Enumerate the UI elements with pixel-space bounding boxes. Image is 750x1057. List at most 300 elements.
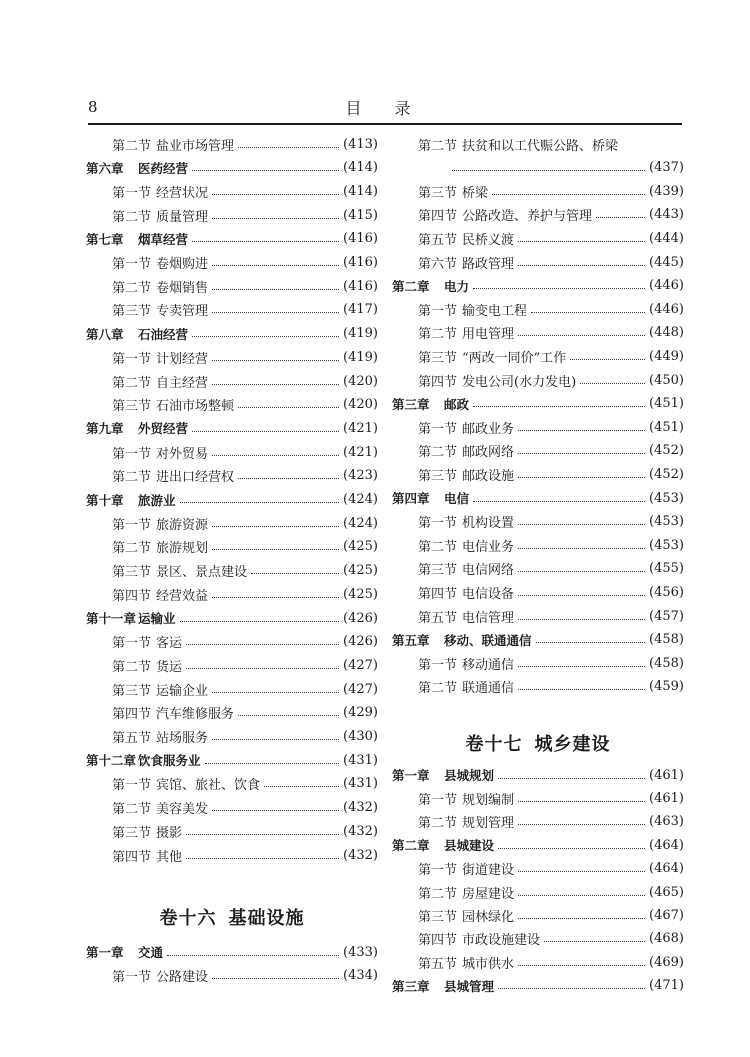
toc-page-number: (420): [343, 373, 378, 389]
dot-leader: [518, 335, 645, 336]
toc-entry-title: 规划编制: [462, 792, 515, 808]
toc-entry-title: 自主经营: [156, 375, 209, 391]
toc-entry-number: 第三章: [392, 978, 430, 994]
dot-leader: [180, 502, 340, 503]
toc-page-number: (434): [343, 968, 378, 984]
toc-page-number: (465): [649, 884, 684, 900]
toc-entry-number: 第一节: [418, 792, 458, 808]
toc-entry-title: 卷烟购进: [156, 257, 209, 272]
toc-chapter-entry[interactable]: [86, 942, 378, 962]
dot-leader: [212, 265, 339, 266]
toc-entry-number: 第二章: [392, 838, 430, 854]
toc-page-number: (439): [649, 183, 684, 199]
toc-entry-number: 第八章: [86, 326, 124, 342]
dot-leader: [212, 526, 339, 527]
toc-page-number: (452): [649, 443, 684, 459]
toc-section-entry[interactable]: [392, 677, 684, 697]
toc-section-entry[interactable]: [392, 788, 684, 808]
toc-chapter-entry[interactable]: [86, 608, 378, 628]
toc-section-entry[interactable]: [86, 798, 378, 818]
toc-section-entry[interactable]: [392, 441, 684, 461]
dot-leader: [518, 477, 645, 478]
toc-page-number: (452): [649, 466, 684, 482]
dot-leader: [238, 407, 339, 408]
dot-leader: [518, 918, 645, 919]
toc-page-number: (416): [343, 278, 378, 294]
toc-entry-number: 第二节: [418, 886, 458, 902]
toc-page-number: (413): [343, 136, 378, 152]
toc-section-entry[interactable]: [392, 205, 684, 225]
dot-leader: [212, 455, 339, 456]
toc-entry-title: 街道建设: [462, 863, 515, 879]
toc-entry-number: 第二章: [392, 278, 430, 294]
toc-section-entry[interactable]: [86, 371, 378, 391]
toc-section-entry[interactable]: [392, 905, 684, 925]
toc-entry-title: 市政设施建设: [462, 933, 541, 949]
toc-entry-number: 第一节: [418, 863, 458, 879]
toc-entry-title: 城市供水: [462, 956, 515, 972]
dot-leader: [518, 871, 645, 872]
toc-entry-title: 烟草经营: [138, 231, 189, 247]
toc-entry-number: 第四节: [418, 586, 458, 602]
toc-entry-title: 旅游业: [138, 492, 176, 508]
toc-entry-title: 计划经营: [156, 351, 209, 367]
toc-entry-number: 第二节: [418, 681, 458, 697]
volume-title-16: [86, 904, 378, 930]
toc-section-entry[interactable]: [86, 537, 378, 557]
toc-section-entry[interactable]: [392, 299, 684, 319]
dot-leader: [570, 359, 645, 360]
toc-entry-title: 外贸经营: [138, 421, 189, 437]
toc-entry-title: 邮政业务: [462, 421, 515, 437]
toc-entry-number: 第四节: [112, 588, 152, 604]
toc-page-number: (426): [343, 610, 378, 626]
toc-section-entry[interactable]: [392, 559, 684, 579]
dot-leader: [212, 549, 339, 550]
toc-chapter-entry[interactable]: [86, 418, 378, 438]
toc-page-number: (458): [649, 632, 684, 648]
dot-leader: [186, 858, 339, 859]
dot-leader: [498, 778, 645, 779]
toc-entry-number: 第三节: [112, 304, 152, 320]
toc-section-entry[interactable]: [392, 181, 684, 201]
toc-entry-title: 运输企业: [156, 683, 209, 699]
toc-entry-title: 运输业: [138, 611, 176, 626]
volume-name: 基础设施: [228, 908, 305, 929]
toc-section-entry[interactable]: [86, 395, 378, 415]
dot-leader: [518, 689, 645, 690]
dot-leader: [192, 336, 339, 337]
toc-entry-number: 第一节: [418, 421, 458, 437]
toc-entry-title: 质量管理: [156, 209, 209, 225]
toc-entry-number: 第二节: [112, 470, 152, 486]
dot-leader: [212, 289, 339, 290]
dot-leader: [536, 642, 646, 643]
toc-section-entry[interactable]: [86, 466, 378, 486]
toc-entry-title: 邮政网络: [462, 445, 515, 461]
toc-entry-title: 旅游资源: [156, 517, 209, 533]
toc-entry-title: 县城建设: [444, 838, 495, 854]
toc-page-number: (453): [649, 514, 684, 530]
toc-entry-title: 县城规划: [444, 768, 495, 783]
toc-entry-number: 第五节: [112, 731, 152, 746]
toc-page-number: (456): [649, 584, 684, 600]
toc-entry-number: 第二节: [418, 138, 458, 154]
dot-leader: [186, 668, 339, 669]
dot-leader: [212, 360, 339, 361]
toc-section-entry[interactable]: [392, 929, 684, 949]
toc-section-entry[interactable]: [86, 966, 378, 986]
dot-leader: [580, 383, 645, 384]
toc-page-number: (437): [649, 160, 684, 176]
toc-page-number: (432): [343, 823, 378, 839]
toc-section-entry[interactable]: [86, 584, 378, 604]
toc-section-entry[interactable]: [392, 252, 684, 272]
dot-leader: [238, 715, 339, 716]
toc-entry-number: 第四节: [112, 707, 152, 723]
toc-entry-number: 第十一章: [86, 611, 137, 626]
toc-entry-title: 移动通信: [462, 657, 515, 673]
toc-entry-number: 第三节: [112, 565, 152, 581]
toc-entry-number: 第二节: [112, 375, 152, 391]
toc-page-number: (446): [649, 278, 684, 294]
toc-page-number: (464): [649, 861, 684, 877]
toc-entry-number: 第三节: [418, 563, 458, 579]
volume-label: 卷十七: [465, 734, 523, 755]
dot-leader: [596, 217, 645, 218]
toc-entry-number: 第二节: [418, 327, 458, 343]
toc-page-number: (425): [343, 586, 378, 602]
toc-entry-title: 专卖管理: [156, 304, 209, 320]
toc-entry-number: 第三节: [112, 825, 152, 841]
toc-section-entry[interactable]: [86, 134, 378, 154]
dot-leader: [212, 384, 339, 385]
toc-entry-title: 路政管理: [462, 256, 515, 272]
dot-leader: [531, 312, 645, 313]
dot-leader: [518, 595, 645, 596]
toc-page-number: (432): [343, 847, 378, 863]
dot-leader: [452, 170, 645, 171]
toc-page-number: (449): [649, 348, 684, 364]
toc-entry-title: “两改一同价”工作: [462, 350, 567, 366]
toc-entry-title: 交通: [138, 945, 164, 960]
toc-entry-title: 电信网络: [462, 563, 515, 579]
dot-leader: [498, 988, 645, 989]
toc-page-number: (421): [343, 420, 378, 436]
toc-entry-number: 第一节: [112, 517, 152, 533]
toc-entry-number: 第二节: [112, 802, 152, 818]
toc-page-number: (431): [343, 776, 378, 792]
toc-section-entry[interactable]: [392, 417, 684, 437]
dot-leader: [518, 619, 645, 620]
toc-entry-number: 第二节: [418, 539, 458, 555]
toc-page-number: (424): [343, 492, 378, 507]
toc-section-entry[interactable]: [86, 276, 378, 296]
toc-entry-number: 第一章: [392, 768, 430, 783]
toc-page-number: (427): [343, 657, 378, 673]
toc-section-entry[interactable]: [86, 703, 378, 723]
dot-leader: [264, 786, 339, 787]
toc-entry-number: 第一节: [112, 257, 152, 272]
toc-chapter-entry[interactable]: [392, 765, 684, 785]
toc-chapter-entry[interactable]: [86, 158, 378, 178]
toc-page-number: (445): [649, 254, 684, 270]
header-rule: [88, 123, 682, 125]
toc-entry-number: 第五节: [418, 610, 458, 626]
toc-entry-number: 第三节: [418, 350, 458, 366]
page-number: 8: [88, 98, 98, 116]
toc-section-entry[interactable]: [392, 346, 684, 366]
toc-entry-number: 第四章: [392, 491, 430, 506]
toc-page-number: (461): [649, 790, 684, 806]
toc-entry-title: 房屋建设: [462, 886, 515, 902]
toc-section-entry[interactable]: [392, 606, 684, 626]
dot-leader: [167, 955, 339, 956]
toc-entry-number: 第一节: [112, 351, 152, 367]
toc-page-number: (414): [343, 160, 378, 176]
toc-section-entry[interactable]: [392, 370, 684, 390]
toc-entry-continuation[interactable]: [392, 158, 684, 178]
toc-entry-number: 第一节: [418, 516, 458, 532]
dot-leader: [212, 810, 339, 811]
dot-leader: [180, 621, 340, 622]
toc-page-number: (425): [343, 539, 378, 555]
dot-leader: [212, 597, 339, 598]
toc-chapter-entry[interactable]: [392, 488, 684, 508]
toc-page-number: (463): [649, 814, 684, 830]
toc-entry-title: 邮政: [444, 396, 470, 412]
toc-section-entry[interactable]: [86, 632, 378, 652]
toc-entry-number: 第六章: [86, 160, 124, 176]
toc-section-entry[interactable]: [392, 134, 684, 154]
toc-page-number: (471): [649, 978, 684, 994]
dot-leader: [212, 312, 339, 313]
toc-section-entry[interactable]: [86, 205, 378, 225]
toc-entry-title: 汽车维修服务: [156, 707, 235, 723]
toc-section-entry[interactable]: [86, 774, 378, 794]
toc-chapter-entry[interactable]: [392, 835, 684, 855]
toc-section-entry[interactable]: [86, 845, 378, 865]
toc-entry-title: 联通通信: [462, 681, 515, 697]
dot-leader: [192, 431, 339, 432]
toc-section-entry[interactable]: [86, 655, 378, 675]
toc-entry-number: 第四节: [112, 849, 152, 865]
toc-entry-title: 移动、联通通信: [444, 632, 532, 648]
dot-leader: [518, 265, 645, 266]
toc-page-number: (453): [649, 537, 684, 553]
toc-section-entry[interactable]: [86, 300, 378, 320]
toc-entry-number: 第二节: [418, 445, 458, 461]
toc-chapter-entry[interactable]: [86, 324, 378, 344]
dot-leader: [251, 573, 339, 574]
toc-section-entry[interactable]: [86, 727, 378, 747]
toc-chapter-entry[interactable]: [392, 976, 684, 996]
toc-chapter-entry[interactable]: [86, 750, 378, 770]
toc-entry-title: 园林绿化: [462, 909, 515, 925]
toc-entry-number: 第十二章: [86, 753, 137, 769]
dot-leader: [473, 406, 645, 407]
toc-page-number: (429): [343, 705, 378, 721]
toc-chapter-entry[interactable]: [86, 490, 378, 510]
toc-entry-number: 第二节: [418, 816, 458, 832]
toc-page-number: (451): [649, 396, 684, 412]
page-title: 目 录: [345, 99, 425, 118]
toc-page-number: (461): [649, 767, 684, 783]
toc-entry-title: 民桥义渡: [462, 232, 515, 248]
toc-chapter-entry[interactable]: [86, 229, 378, 249]
toc-entry-number: 第三节: [418, 185, 458, 201]
dot-leader: [212, 194, 339, 195]
toc-page-number: (451): [649, 419, 684, 435]
volume-title-17: [392, 730, 684, 756]
toc-page-number: (423): [343, 468, 378, 484]
toc-entry-title: 发电公司(水力发电): [462, 374, 577, 390]
toc-entry-title: 盐业市场管理: [156, 138, 235, 154]
dot-leader: [518, 453, 645, 454]
toc-entry-title: 用电管理: [462, 327, 515, 343]
toc-entry-number: 第二节: [112, 209, 152, 225]
toc-page-number: (450): [649, 372, 684, 388]
toc-page-number: (421): [343, 444, 378, 460]
toc-entry-title: 站场服务: [156, 731, 209, 746]
toc-entry-title: 进出口经营权: [156, 470, 235, 486]
toc-page-number: (417): [343, 302, 378, 318]
toc-section-entry[interactable]: [392, 228, 684, 248]
toc-page-number: (444): [649, 230, 684, 246]
toc-entry-number: 第四节: [418, 933, 458, 949]
toc-entry-number: 第一节: [112, 778, 152, 794]
toc-chapter-entry[interactable]: [392, 276, 684, 296]
toc-chapter-entry[interactable]: [392, 630, 684, 650]
toc-entry-number: 第一节: [418, 657, 458, 673]
toc-entry-title: 邮政设施: [462, 468, 515, 484]
dot-leader: [518, 524, 645, 525]
dot-leader: [186, 834, 339, 835]
toc-entry-title: 对外贸易: [156, 446, 209, 462]
toc-entry-title: 石油市场整顿: [156, 399, 235, 415]
volume-label: 卷十六: [159, 908, 217, 929]
toc-page-number: (457): [649, 608, 684, 624]
dot-leader: [518, 430, 645, 431]
dot-leader: [186, 644, 339, 645]
dot-leader: [192, 170, 339, 171]
toc-entry-number: 第一节: [418, 303, 458, 319]
toc-section-entry[interactable]: [392, 952, 684, 972]
toc-section-entry[interactable]: [392, 812, 684, 832]
toc-section-entry[interactable]: [86, 679, 378, 699]
toc-entry-title: 电信管理: [462, 610, 515, 626]
toc-page-number: (431): [343, 752, 378, 768]
toc-entry-title: 景区、景点建设: [156, 565, 248, 581]
page-header: [88, 96, 682, 124]
toc-entry-number: 第一节: [112, 970, 152, 986]
toc-entry-number: 第四节: [418, 209, 458, 225]
toc-page-number: (464): [649, 837, 684, 853]
toc-entry-title: 美容美发: [156, 802, 209, 818]
toc-page-number: (468): [649, 931, 684, 947]
toc-entry-title: 宾馆、旅社、饮食: [156, 778, 261, 794]
toc-entry-number: 第五节: [418, 956, 458, 972]
toc-section-entry[interactable]: [392, 882, 684, 902]
toc-entry-title: 规划管理: [462, 816, 515, 832]
toc-entry-number: 第三节: [112, 683, 152, 699]
toc-entry-number: 第五章: [392, 632, 430, 648]
toc-page-number: (420): [343, 397, 378, 413]
volume-name: 城乡建设: [534, 734, 611, 755]
toc-entry-number: 第二节: [112, 280, 152, 296]
toc-entry-number: 第四节: [418, 374, 458, 390]
toc-section-entry[interactable]: [86, 253, 378, 273]
toc-entry-title: 公路改造、养护与管理: [462, 209, 593, 225]
toc-entry-title: 饮食服务业: [138, 753, 201, 769]
toc-entry-number: 第七章: [86, 231, 124, 247]
toc-section-entry[interactable]: [392, 653, 684, 673]
toc-entry-title: 扶贫和以工代赈公路、桥梁: [462, 138, 619, 154]
toc-entry-number: 第一节: [112, 636, 152, 652]
toc-entry-number: 第二节: [112, 138, 152, 154]
toc-section-entry[interactable]: [392, 512, 684, 532]
toc-section-entry[interactable]: [86, 347, 378, 367]
toc-page-number: (443): [649, 207, 684, 223]
toc-section-entry[interactable]: [392, 859, 684, 879]
toc-entry-title: 电信业务: [462, 539, 515, 555]
toc-section-entry[interactable]: [392, 582, 684, 602]
toc-page-number: (414): [343, 183, 378, 199]
toc-page-number: (424): [343, 515, 378, 531]
dot-leader: [518, 895, 645, 896]
toc-page-number: (455): [649, 561, 684, 577]
toc-section-entry[interactable]: [392, 323, 684, 343]
dot-leader: [212, 739, 339, 740]
dot-leader: [212, 692, 339, 693]
toc-section-entry[interactable]: [86, 561, 378, 581]
toc-entry-title: 旅游规划: [156, 541, 209, 557]
toc-section-entry[interactable]: [392, 535, 684, 555]
toc-section-entry[interactable]: [86, 513, 378, 533]
dot-leader: [473, 501, 645, 502]
toc-page-number: (425): [343, 563, 378, 579]
toc-page-number: (426): [343, 634, 378, 650]
toc-entry-number: 第一章: [86, 945, 124, 960]
dot-leader: [498, 848, 645, 849]
toc-entry-number: 第十章: [86, 492, 124, 508]
toc-entry-title: 经营状况: [156, 185, 209, 201]
toc-entry-number: 第三节: [418, 909, 458, 925]
dot-leader: [518, 666, 645, 667]
toc-section-entry[interactable]: [392, 464, 684, 484]
toc-entry-number: 第五节: [418, 232, 458, 248]
toc-entry-title: 机构设置: [462, 516, 515, 532]
toc-entry-title: 公路建设: [156, 970, 209, 986]
toc-chapter-entry[interactable]: [392, 394, 684, 414]
toc-entry-title: 医药经营: [138, 160, 189, 176]
toc-page-number: (430): [343, 729, 378, 744]
toc-section-entry[interactable]: [86, 181, 378, 201]
toc-page-number: (448): [649, 325, 684, 341]
toc-entry-number: 第一节: [112, 446, 152, 462]
toc-section-entry[interactable]: [86, 442, 378, 462]
dot-leader: [518, 801, 645, 802]
toc-section-entry[interactable]: [86, 821, 378, 841]
dot-leader: [473, 288, 645, 289]
toc-entry-number: 第三节: [418, 468, 458, 484]
toc-entry-title: 石油经营: [138, 326, 189, 342]
dot-leader: [518, 965, 645, 966]
toc-entry-title: 货运: [156, 659, 183, 675]
toc-entry-number: 第三节: [112, 399, 152, 415]
toc-page-number: (415): [343, 207, 378, 223]
toc-page-number: (419): [343, 349, 378, 365]
